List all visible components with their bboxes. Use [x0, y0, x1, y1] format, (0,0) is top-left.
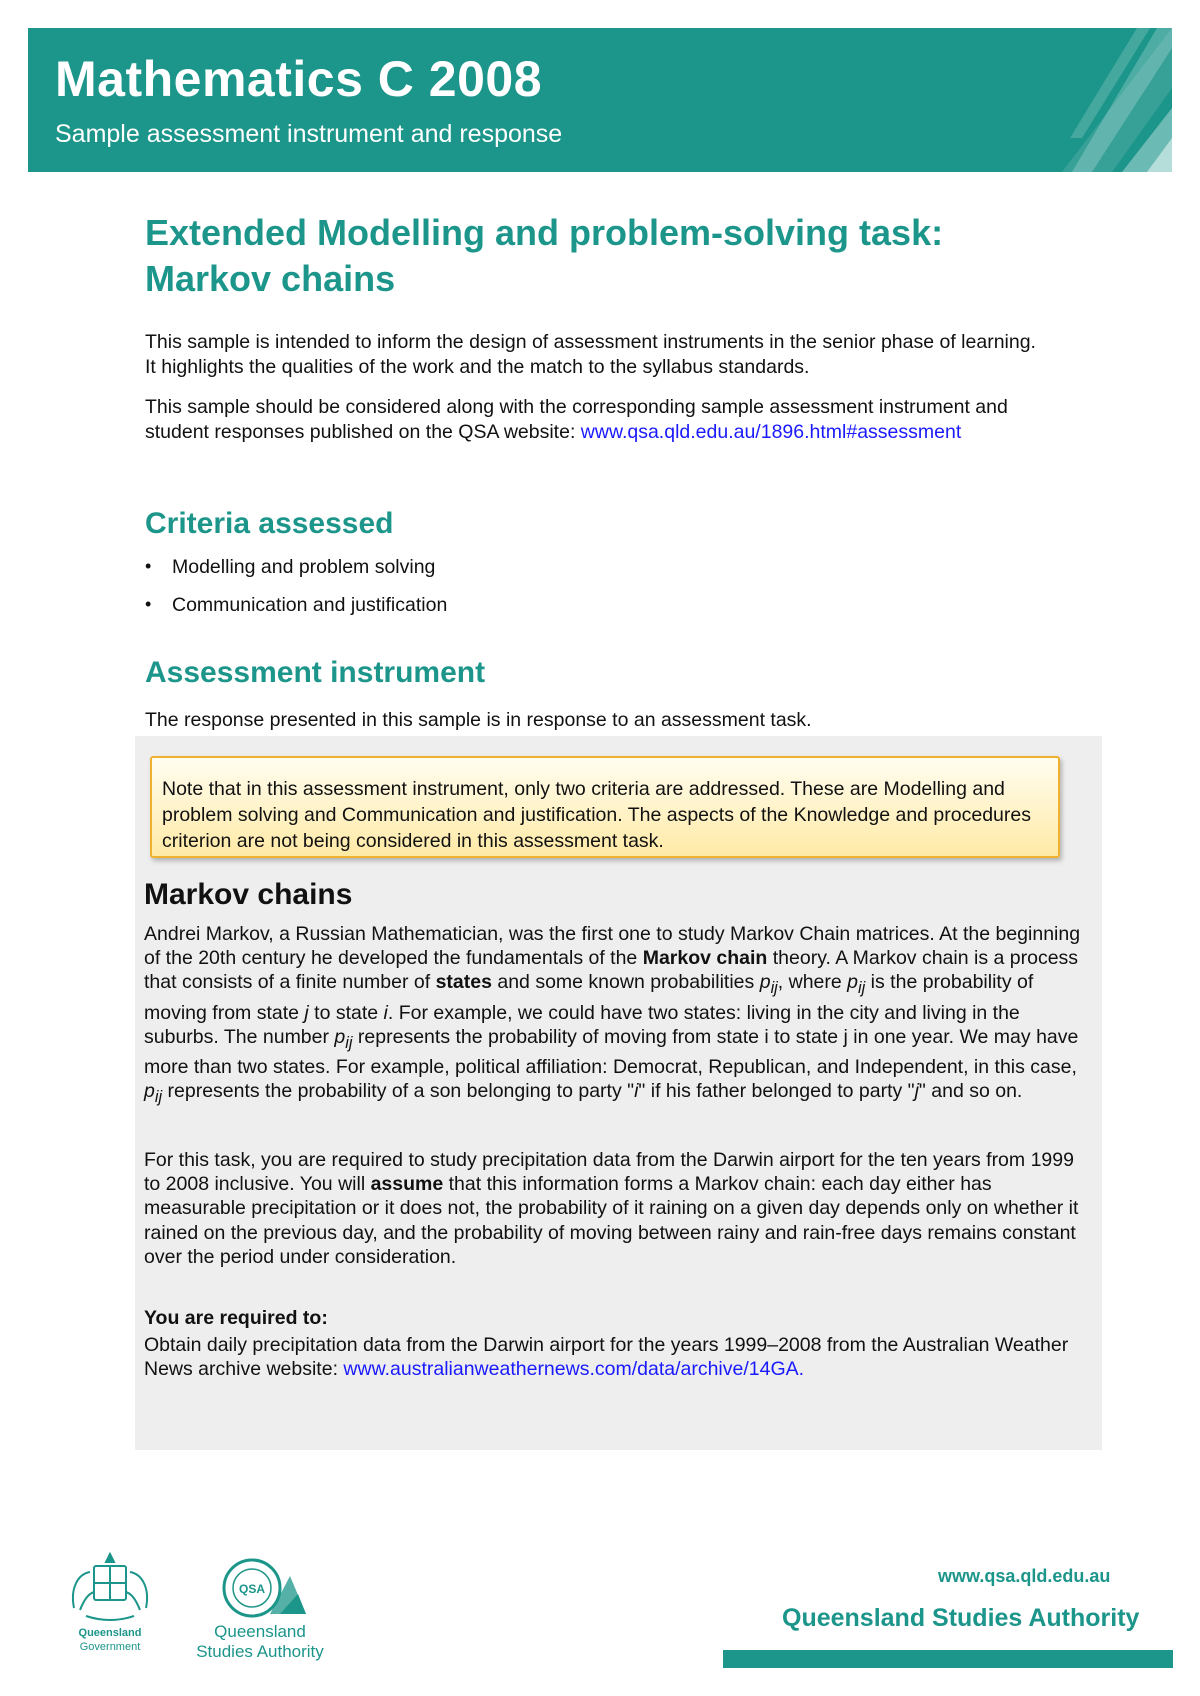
- task-heading: Markov chains: [144, 878, 353, 911]
- banner-stripes-decoration: [912, 28, 1172, 172]
- text-run: theory. A Markov chain is a process that consists of a finite number of: [144, 947, 1079, 994]
- text-run-bold: Markov chain: [642, 947, 768, 970]
- text-run-bold: assume: [370, 1173, 444, 1196]
- list-item: [145, 556, 447, 594]
- required-heading: You are required to:: [144, 1307, 328, 1329]
- qsa-label-line1: Queensland: [214, 1622, 306, 1641]
- note-text: Note that in this assessment instrument, only two criteria are addressed. These are Modelling and problem solving and Communication and justification. The aspects of the Knowledge and procedures criterion are not being considered in this assessment task.: [162, 778, 1031, 852]
- note-box: [150, 756, 1060, 858]
- qsa-label-line2: Studies Authority: [196, 1642, 324, 1661]
- text-run: represents the probability of moving from state i to state j in one year. We may have more than two states. For example, political affiliation: Democrat, Republican, and Independent, in this case,: [144, 1025, 1079, 1078]
- criteria-list: [145, 556, 447, 632]
- weather-archive-link[interactable]: www.australianweathernews.com/data/archive/14GA.: [343, 1358, 805, 1381]
- intro-paragraph-1: This sample is intended to inform the design of assessment instruments in the senior phase of learning. It highlights the qualities of the work and the match to the syllabus standards.: [145, 331, 1036, 378]
- page-title-line2: Markov chains: [145, 258, 396, 299]
- text-run: that this information forms a Markov chain: each day either has measurable precipitation or it does not, the probability of it raining on a given day depends only on whether it rained on the previous day, and the probability of moving between rainy and rain-free days remains constant over the period under consideration.: [144, 1173, 1079, 1268]
- page-title-line1: Extended Modelling and problem-solving task:: [145, 212, 944, 253]
- footer-bar: [723, 1650, 1173, 1668]
- math-var-j: j: [304, 1001, 309, 1024]
- text-run: is the probability of moving from state: [144, 971, 1034, 1024]
- text-run-bold: states: [435, 971, 492, 994]
- intro-paragraph-2: [145, 395, 1045, 445]
- page-title: [145, 210, 943, 302]
- text-run: " if his father belonged to party ": [638, 1080, 915, 1102]
- math-var-i: i: [634, 1080, 639, 1102]
- header-banner: [28, 28, 1172, 172]
- criteria-item-label: Modelling and problem solving: [172, 556, 436, 578]
- banner-title: Mathematics C 2008: [55, 51, 543, 107]
- footer-url: www.qsa.qld.edu.au: [938, 1566, 1111, 1586]
- text-run: to state: [308, 1001, 384, 1024]
- qsa-monogram-text: QSA: [238, 1582, 266, 1596]
- text-run: For this task, you are required to study precipitation data from the Darwin airport for the ten years from 1999 to 2008 inclusive. You will: [144, 1149, 1074, 1196]
- qg-label-line2: Government: [79, 1641, 141, 1653]
- banner-subtitle: Sample assessment instrument and response: [55, 120, 563, 148]
- text-run: " and so on.: [918, 1080, 1023, 1102]
- intro-paragraph-2-text: This sample should be considered along with the corresponding sample assessment instrument and student responses published on the QSA website:: [145, 396, 1008, 443]
- qsa-assessment-link[interactable]: www.qsa.qld.edu.au/1896.html#assessment: [580, 421, 962, 443]
- queensland-government-crest-icon: [60, 1548, 160, 1626]
- math-p-ij: $p_{ij}$: [144, 1080, 163, 1106]
- math-p-ij: $p_{ij}$: [847, 971, 866, 998]
- qg-label-line1: Queensland: [78, 1627, 142, 1639]
- task-paragraph-2: [144, 1148, 1084, 1269]
- criteria-item-label: Communication and justification: [172, 594, 448, 616]
- bullet-icon: •: [145, 556, 152, 576]
- required-paragraph: [144, 1333, 1084, 1381]
- math-var-i: i: [383, 1001, 388, 1024]
- bullet-icon: •: [145, 594, 152, 614]
- list-item: [145, 594, 447, 632]
- math-p-ij: $p_{ij}$: [334, 1025, 353, 1052]
- footer-organisation-name: Queensland Studies Authority: [782, 1604, 1140, 1632]
- instrument-heading: Assessment instrument: [145, 656, 486, 689]
- math-var-j: j: [914, 1080, 919, 1102]
- criteria-heading: Criteria assessed: [145, 507, 394, 540]
- text-run: . For example, we could have two states: living in the city and living in the suburbs. The number: [144, 1001, 1020, 1048]
- text-run: , where: [777, 971, 848, 994]
- qg-logo-label: [60, 1626, 160, 1654]
- text-run: Obtain daily precipitation data from the Darwin airport for the years 1999–2008 from the Australian Weather News archive website:: [144, 1334, 1069, 1381]
- qsa-logo-icon: [210, 1552, 310, 1622]
- math-p-ij: $p_{ij}$: [759, 971, 778, 998]
- instrument-intro: The response presented in this sample is in response to an assessment task.: [145, 709, 812, 731]
- qsa-logo-label: [180, 1622, 340, 1662]
- task-paragraph-1: [144, 922, 1084, 1109]
- text-run: and some known probabilities: [491, 971, 760, 994]
- text-run: represents the probability of a son belonging to party ": [162, 1080, 635, 1102]
- text-run: Andrei Markov, a Russian Mathematician, was the first one to study Markov Chain matrices. At the beginning of the 20th century he developed the fundamentals of the: [144, 923, 1081, 970]
